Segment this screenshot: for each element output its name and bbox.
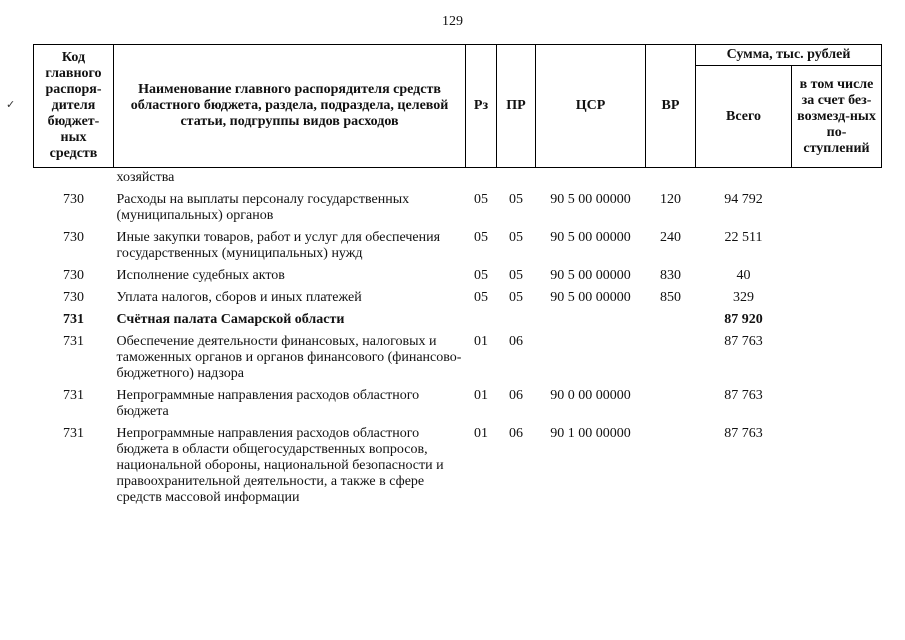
row-name: Непрограммные направления расходов областного бюджета bbox=[116, 388, 420, 419]
table-row bbox=[34, 229, 882, 267]
row-vr: 240 bbox=[660, 230, 681, 245]
table-header bbox=[34, 45, 882, 168]
row-total: 87 763 bbox=[724, 426, 763, 441]
header-sum: Сумма, тыс. рублей bbox=[696, 45, 882, 66]
row-csr: 90 5 00 00000 bbox=[550, 290, 631, 305]
row-code: 731 bbox=[63, 388, 84, 403]
row-name: Счётная палата Самарской области bbox=[116, 312, 345, 327]
header-rz: Рз bbox=[466, 45, 497, 168]
row-gratuitous bbox=[792, 333, 882, 387]
row-rz: 05 bbox=[474, 230, 488, 245]
row-csr: 90 1 00 00000 bbox=[550, 426, 631, 441]
row-gratuitous bbox=[792, 168, 882, 192]
table-row bbox=[34, 425, 882, 511]
header-csr: ЦСР bbox=[536, 45, 646, 168]
header-vr: ВР bbox=[646, 45, 696, 168]
row-gratuitous bbox=[792, 267, 882, 289]
budget-table bbox=[33, 44, 882, 511]
page-number: 129 bbox=[442, 14, 463, 29]
row-code: 730 bbox=[63, 268, 84, 283]
row-csr bbox=[536, 311, 646, 333]
row-code: 731 bbox=[63, 312, 84, 327]
row-total: 22 511 bbox=[724, 230, 763, 245]
row-gratuitous bbox=[792, 387, 882, 425]
row-total: 329 bbox=[733, 290, 754, 305]
row-name: Уплата налогов, сборов и иных платежей bbox=[116, 290, 362, 305]
row-name: Иные закупки товаров, работ и услуг для обеспечения государственных (муниципальных) нужд bbox=[116, 230, 441, 261]
table-row bbox=[34, 387, 882, 425]
row-gratuitous bbox=[792, 425, 882, 511]
row-vr bbox=[646, 425, 696, 511]
row-pr: 06 bbox=[509, 388, 523, 403]
row-pr: 05 bbox=[509, 268, 523, 283]
row-rz bbox=[466, 168, 497, 192]
row-total: 87 920 bbox=[724, 312, 763, 327]
row-vr bbox=[646, 387, 696, 425]
row-name: Непрограммные направления расходов областного бюджета в области общегосударственных вопросов, национальной обороны, национальной безопасности и правоохранительной деятельности, а также в сфере средств массовой информации bbox=[116, 426, 444, 505]
row-name: Обеспечение деятельности финансовых, налоговых и таможенных органов и органов финансового (финансово-бюджетного) надзора bbox=[116, 334, 462, 381]
row-code: 730 bbox=[63, 290, 84, 305]
row-rz: 01 bbox=[474, 426, 488, 441]
row-name: Расходы на выплаты персоналу государственных (муниципальных) органов bbox=[116, 192, 410, 223]
row-code bbox=[34, 168, 114, 192]
row-pr bbox=[497, 311, 536, 333]
row-total: 87 763 bbox=[724, 334, 763, 349]
row-vr bbox=[646, 333, 696, 387]
row-gratuitous bbox=[792, 191, 882, 229]
row-gratuitous bbox=[792, 311, 882, 333]
row-name: хозяйства bbox=[116, 170, 175, 185]
row-gratuitous bbox=[792, 289, 882, 311]
row-pr: 05 bbox=[509, 290, 523, 305]
row-pr: 05 bbox=[509, 230, 523, 245]
header-code: Код главного распоря-дителя бюджет-ных средств bbox=[34, 45, 114, 168]
row-rz: 05 bbox=[474, 268, 488, 283]
row-pr: 05 bbox=[509, 192, 523, 207]
row-csr bbox=[536, 333, 646, 387]
row-vr: 850 bbox=[660, 290, 681, 305]
row-code: 731 bbox=[63, 426, 84, 441]
row-name: Исполнение судебных актов bbox=[116, 268, 285, 283]
row-code: 730 bbox=[63, 192, 84, 207]
row-total bbox=[696, 168, 792, 192]
row-code: 730 bbox=[63, 230, 84, 245]
row-rz: 05 bbox=[474, 290, 488, 305]
row-pr: 06 bbox=[509, 334, 523, 349]
table-body bbox=[34, 168, 882, 512]
table-row bbox=[34, 311, 882, 333]
row-csr: 90 5 00 00000 bbox=[550, 268, 631, 283]
row-total: 87 763 bbox=[724, 388, 763, 403]
margin-mark: ✓ bbox=[6, 99, 16, 111]
row-rz: 01 bbox=[474, 388, 488, 403]
row-gratuitous bbox=[792, 229, 882, 267]
header-gratuitous: в том числе за счет без-возмезд-ных по-ступлений bbox=[792, 66, 882, 168]
header-name: Наименование главного распорядителя средств областного бюджета, раздела, подраздела, целевой статьи, подгруппы видов расходов bbox=[114, 45, 466, 168]
header-pr: ПР bbox=[497, 45, 536, 168]
row-code: 731 bbox=[63, 334, 84, 349]
row-total: 40 bbox=[736, 268, 751, 283]
row-csr: 90 5 00 00000 bbox=[550, 230, 631, 245]
row-vr: 120 bbox=[660, 192, 681, 207]
row-csr: 90 5 00 00000 bbox=[550, 192, 631, 207]
table-row bbox=[34, 168, 882, 192]
row-pr bbox=[497, 168, 536, 192]
row-total: 94 792 bbox=[724, 192, 763, 207]
row-vr bbox=[646, 168, 696, 192]
header-total: Всего bbox=[696, 66, 792, 168]
row-pr: 06 bbox=[509, 426, 523, 441]
row-rz: 01 bbox=[474, 334, 488, 349]
table-row bbox=[34, 191, 882, 229]
row-rz: 05 bbox=[474, 192, 488, 207]
row-rz bbox=[466, 311, 497, 333]
table-row bbox=[34, 289, 882, 311]
table-row bbox=[34, 333, 882, 387]
row-csr: 90 0 00 00000 bbox=[550, 388, 631, 403]
row-csr bbox=[536, 168, 646, 192]
row-vr bbox=[646, 311, 696, 333]
row-vr: 830 bbox=[660, 268, 681, 283]
table-row bbox=[34, 267, 882, 289]
